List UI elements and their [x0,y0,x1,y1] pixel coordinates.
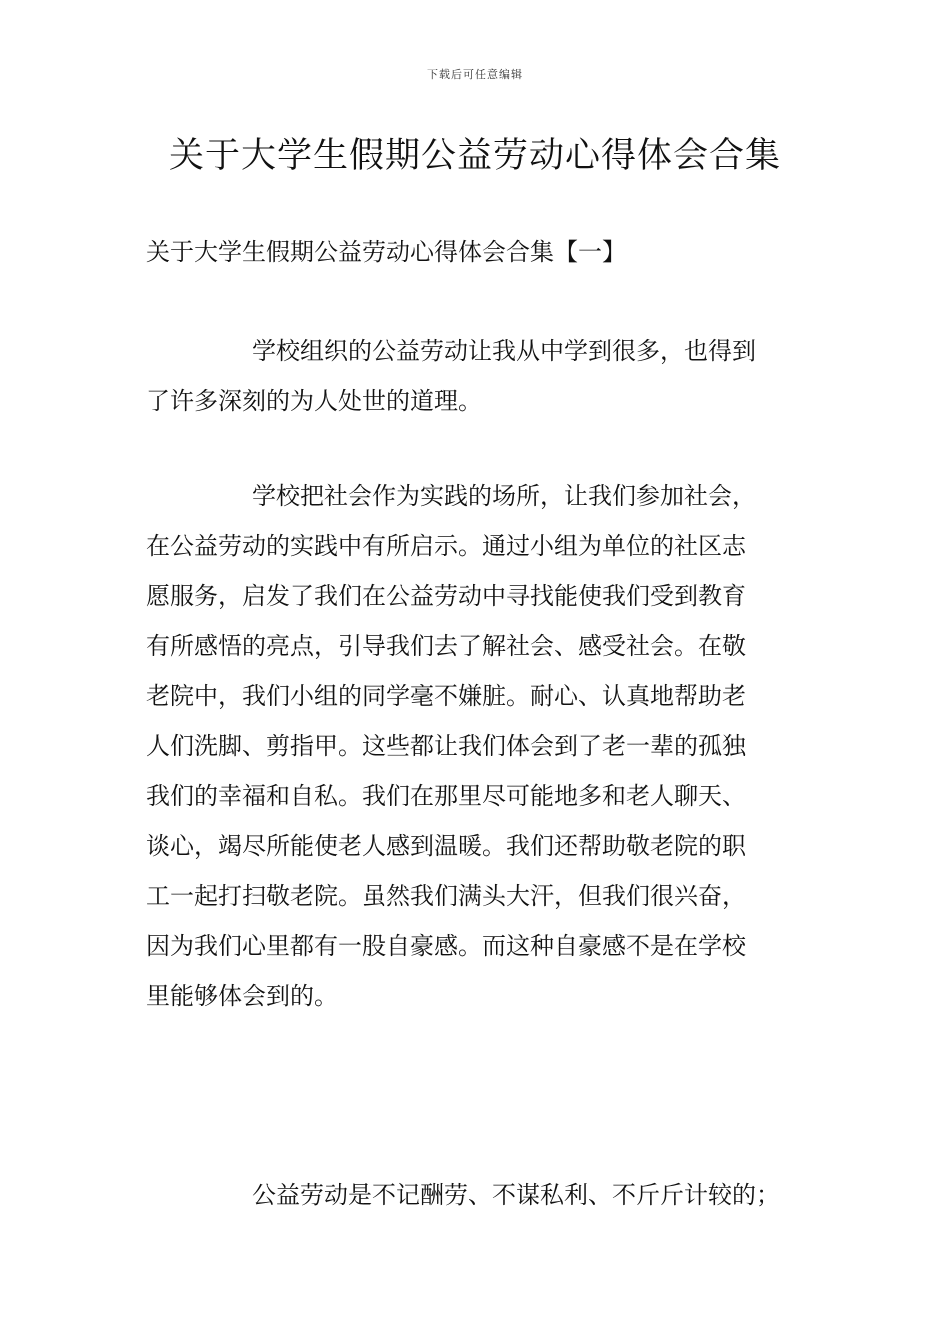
paragraph-line: 学校组织的公益劳动让我从中学到很多，也得到 [252,337,756,365]
section-title: 关于大学生假期公益劳动心得体会合集【一】 [146,238,626,266]
document-title: 关于大学生假期公益劳动心得体会合集 [168,136,781,176]
paragraph-1 [146,326,810,426]
paragraph-line: 老院中，我们小组的同学毫不嫌脏。耐心、认真地帮助老 [146,682,746,710]
paragraph-line: 工一起打扫敬老院。虽然我们满头大汗，但我们很兴奋， [146,882,746,910]
paragraph-line: 愿服务，启发了我们在公益劳动中寻找能使我们受到教育 [146,582,746,610]
paragraph-line: 有所感悟的亮点，引导我们去了解社会、感受社会。在敬 [146,632,746,660]
paragraph-line: 公益劳动是不记酬劳、不谋私利、不斤斤计较的； [252,1181,780,1209]
paragraph-2 [146,471,810,1021]
paragraph-line: 谈心，竭尽所能使老人感到温暖。我们还帮助敬老院的职 [146,832,746,860]
paragraph-line: 因为我们心里都有一股自豪感。而这种自豪感不是在学校 [146,932,746,960]
paragraph-line: 我们的幸福和自私。我们在那里尽可能地多和老人聊天、 [146,782,746,810]
paragraph-3 [146,1170,810,1220]
paragraph-line: 了许多深刻的为人处世的道理。 [146,387,482,415]
header-note: 下载后可任意编辑 [427,68,523,81]
paragraph-line: 在公益劳动的实践中有所启示。通过小组为单位的社区志 [146,532,746,560]
paragraph-line: 人们洗脚、剪指甲。这些都让我们体会到了老一辈的孤独 [146,732,746,760]
paragraph-line: 里能够体会到的。 [146,982,338,1010]
paragraph-line: 学校把社会作为实践的场所，让我们参加社会， [252,482,756,510]
